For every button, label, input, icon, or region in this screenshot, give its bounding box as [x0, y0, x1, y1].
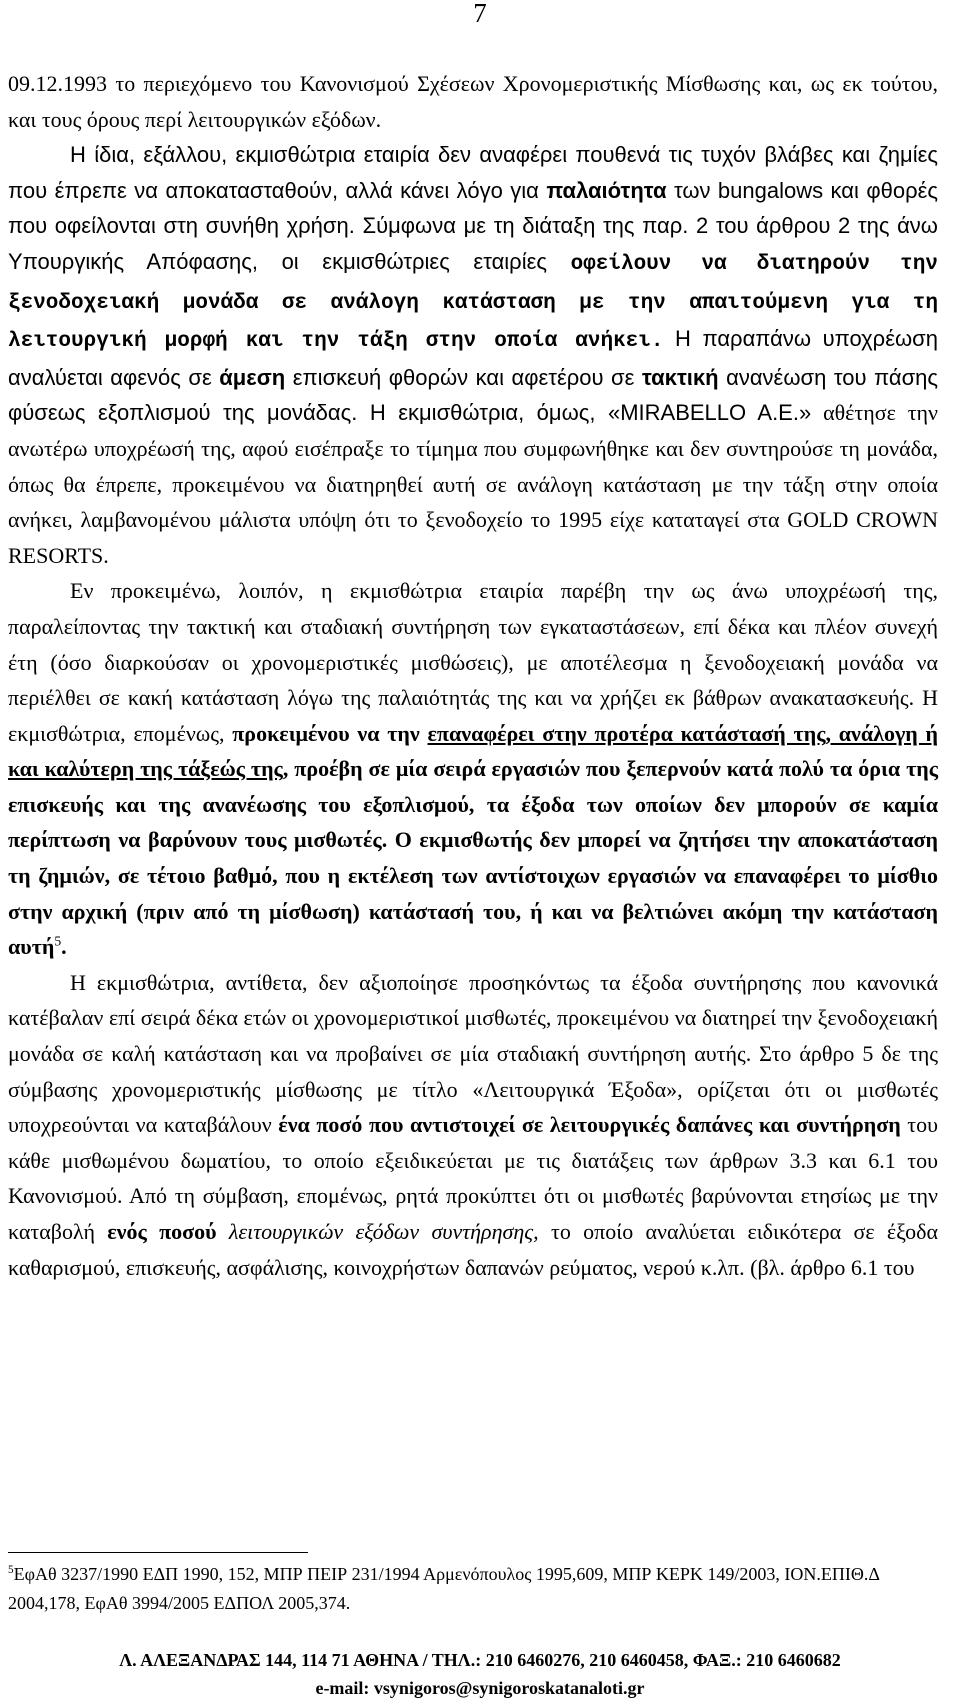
text-run-serif: αθέτησε την ανωτέρω υποχρέωσή της, αφού εισέπραξε το τίμημα που συμφωνήθηκε και δεν συντηρούσε τη μονάδα, όπως θα έπρεπε, προκειμένου να διατηρηθεί αυτή σε ανάλογη κατάσταση με την τάξη στην οποία ανήκει, λαμβανομένου μάλιστα υπόψη ότι το ξενοδοχείο το 1995 είχε καταταγεί στα GOLD CROWN RESORTS.	[8, 400, 938, 568]
body-text	[8, 66, 938, 1285]
text-run: Εν προκειμένω, λοιπόν, η εκμισθώτρια εταιρία παρέβη την ως άνω υποχρέωσή της, παραλείποντας την τακτική και σταδιακή συντήρηση των εγκαταστάσεων, επί δέκα και πλέον συνεχή έτη (όσο διαρκούσαν οι χρονομεριστικές μισθώσεις), με αποτέλεσμα η ξενοδοχειακή μονάδα να περιέλθει σε κακή κατάσταση λόγω της παλαιότητάς της και να χρήζει εκ βάθρων ανακατασκευής. Η εκμισθώτρια, επομένως,	[8, 578, 938, 746]
text-run: Η εκμισθώτρια, αντίθετα, δεν αξιοποίησε προσηκόντως τα έξοδα συντήρησης που κανονικά κατέβαλαν επί σειρά δέκα ετών οι χρονομεριστικοί μισθωτές, προκειμένου να διατηρεί την ξενοδοχειακή μονάδα σε καλή κατάσταση και να προβαίνει σε μία σταδιακή συντήρηση αυτής. Στο άρθρο 5 δε της σύμβασης χρονομεριστικής μίσθωσης με τίτλο «Λειτουργικά Έξοδα», ορίζεται ότι οι μισθωτές υποχρεούνται να καταβάλουν	[8, 969, 938, 1138]
italic-run: λειτουργικών εξόδων συντήρησης,	[216, 1219, 539, 1244]
footnote-mark: 5	[8, 1564, 14, 1576]
footer-address: Λ. ΑΛΕΞΑΝΔΡΑΣ 144, 114 71 ΑΘΗΝΑ / ΤΗΛ.: 210 6460276, 210 6460458, ΦΑΞ.: 210 6460682	[119, 1650, 841, 1670]
paragraph-2	[8, 137, 938, 573]
paragraph-1-text: 09.12.1993 το περιεχόμενο του Κανονισμού Σχέσεων Χρονομεριστικής Μίσθωσης και, ως εκ τούτου, και τους όρους περί λειτουργικών εξόδων.	[8, 71, 938, 132]
bold-run: άμεση	[219, 364, 286, 390]
footer-email: e-mail: vsynigoros@synigoroskatanaloti.gr	[315, 1678, 645, 1698]
footnote-text: ΕφΑθ 3237/1990 ΕΔΠ 1990, 152, ΜΠΡ ΠΕΙΡ 231/1994 Αρμενόπουλος 1995,609, ΜΠΡ ΚΕΡΚ 149/2003, ΙΟΝ.ΕΠΙΘ.Δ 2004,178, ΕφΑθ 3994/2005 ΕΔΠΟΛ 2005,374.	[8, 1564, 879, 1613]
bold-run: παλαιότητα	[546, 177, 667, 203]
text-run: Η ίδια, εξάλλου, εκμισθώτρια εταιρία δεν αναφέρει πουθενά τις τυχόν βλάβες και ζημίες που έπρεπε να αποκατασταθούν, αλλά κάνει λόγο για	[8, 142, 938, 203]
text-run: των bungalows και φθορές που οφείλονται στη συνήθη χρήση. Σύμφωνα με τη διάταξη της παρ. 2 του άρθρου 2 της άνω Υπουργικής Απόφασης, οι εκμισθώτριες εταιρίες	[8, 177, 938, 274]
footnote-reference: 5	[54, 933, 62, 949]
page-number: 7	[473, 0, 487, 28]
text-run: το οποίο αναλύεται ειδικότερα σε έξοδα καθαρισμού, επισκευής, ασφάλισης, κοινοχρήστων δαπανών ρεύματος, νερού κ.λπ. (βλ. άρθρο 6.1 του	[8, 1219, 939, 1280]
bold-run: προκειμένου να την	[232, 720, 428, 746]
paragraph-3	[8, 573, 938, 965]
text-run: επισκευή φθορών και αφετέρου σε	[285, 364, 642, 390]
underlined-bold-run: επαναφέρει στην προτέρα κατάστασή της, ανάλογη ή και καλύτερη της τάξεώς της	[8, 720, 938, 782]
text-run: ανανέωση του πάσης φύσεως εξοπλισμού της μονάδας. Η εκμισθώτρια, όμως, «MIRABELLO A.E.»	[8, 364, 938, 426]
text-run: Η παραπάνω υποχρέωση αναλύεται αφενός σε	[8, 326, 938, 390]
bold-run: , προέβη σε μία σειρά εργασιών που ξεπερνούν κατά πολύ τα όρια της επισκευής και της ανανέωσης του εξοπλισμού, τα έξοδα των οποίων δεν μπορούν σε καμία περίπτωση να βαρύνουν τους μισθωτές. Ο εκμισθωτής δεν μπορεί να ζητήσει την αποκατάσταση τη ζημιών, σε τέτοιο βαθμό, που η εκτέλεση των αντίστοιχων εργασιών να επαναφέρει το μίσθιο στην αρχική (πριν από τη μίσθωση) κατάστασή του, ή και να βελτιώνει ακόμη την κατάσταση αυτή	[8, 756, 938, 960]
footnote-separator	[8, 1552, 308, 1553]
paragraph-4	[8, 965, 938, 1285]
paragraph-1	[8, 66, 938, 137]
bold-run: τακτική	[641, 364, 719, 390]
footnote	[8, 1560, 938, 1618]
bold-run: οφείλουν να διατηρούν την ξενοδοχειακή μονάδα σε ανάλογη κατάσταση με την απαιτούμενη για τη λειτουργική μορφή και την τάξη στην οποία ανήκει.	[8, 252, 938, 354]
text-run: του κάθε μισθωμένου δωματίου, το οποίο εξειδικεύεται με τις διατάξεις των άρθρων 3.3 και 6.1 του Κανονισμού. Από τη σύμβαση, επομένως, ρητά προκύπτει ότι οι μισθωτές βαρύνονται ετησίως με την καταβολή	[8, 1112, 939, 1244]
page-footer	[0, 1646, 960, 1702]
bold-run: ενός ποσού	[107, 1219, 217, 1244]
bold-run: .	[61, 934, 67, 960]
bold-run: ένα ποσό που αντιστοιχεί σε λειτουργικές δαπάνες και συντήρηση	[278, 1112, 901, 1138]
